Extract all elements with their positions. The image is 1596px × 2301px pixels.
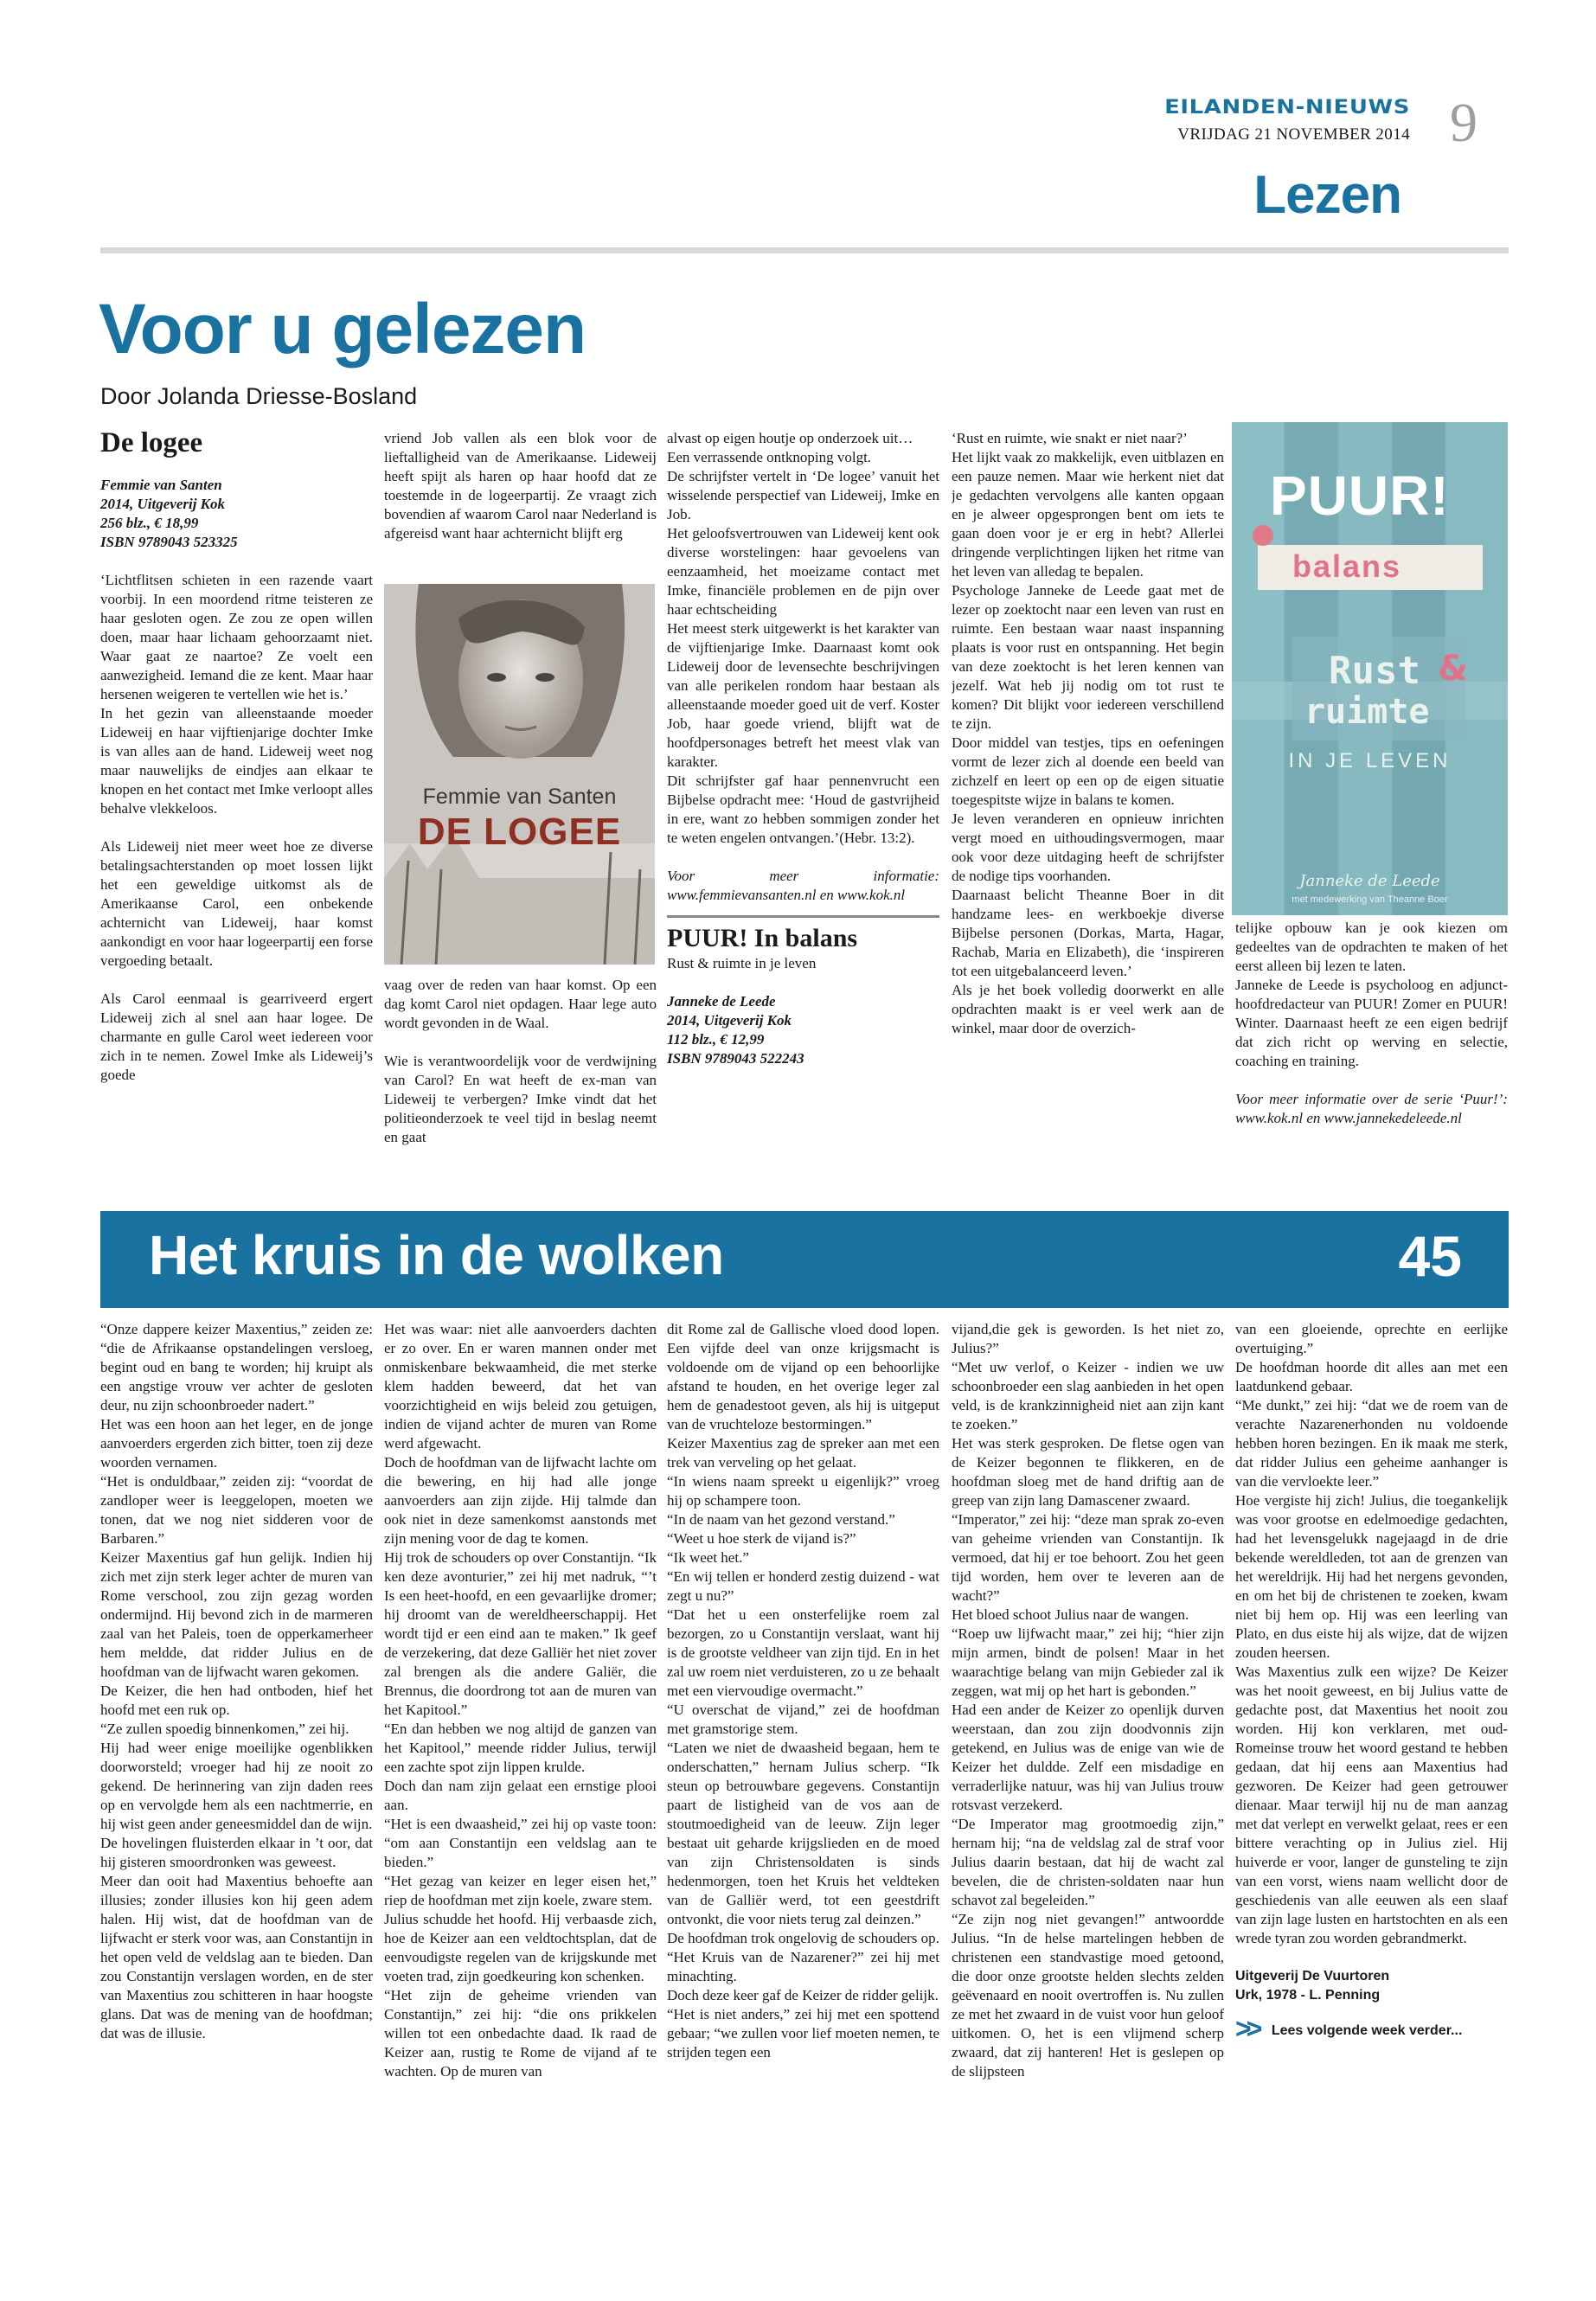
story-paragraph: “Roep uw lijfwacht maar,” zei hij; “hier zijn mijn armen, bindt de polsen! Maar in het waarachtige belang van mijn Gebieder zal ik zeggen, wat mij op het hart is gebonden.” <box>952 1625 1224 1699</box>
story-paragraph: vijand,die gek is geworden. Is het niet zo, Julius?” <box>952 1321 1224 1356</box>
story-paragraph: Doch de hoofdman van de lijfwacht lachte om die bewering, en hij had alle jonge aanvoerders aan zijn zijde. Hij talmde dan ook niet in deze samenkomst aanstonds met zijn mening voor de dag te komen. <box>384 1454 657 1547</box>
article-paragraph: In het gezin van alleenstaande moeder Lideweij en haar vijftienjarige dochter Imke is van alles aan de hand. Lideweij weet nog maar nauwelijks de eindjes aan elkaar te knopen en het contact met Imke verloopt alles behalve vlekkeloos. <box>100 705 373 817</box>
book-meta-line: 2014, Uitgeverij Kok <box>100 496 226 512</box>
serial-column-5 <box>1235 1320 1508 2280</box>
story-paragraph: “Ze zullen spoedig binnenkomen,” zei hij. <box>100 1721 349 1737</box>
double-chevron-right-icon: >> <box>1235 2013 1258 2044</box>
story-paragraph: “Dat het u een onsterfelijke roem zal bezorgen, zo u Constantijn verslaat, want hij is de grootste veldheer van zijn tijd. En in het zal uw roem niet verduisteren, zo u ze behaalt met een viervoudige overmacht.” <box>667 1606 939 1699</box>
story-paragraph: “Het is een dwaasheid,” zei hij op vaste toon: “om aan Constantijn een veldslag aan te bieden.” <box>384 1816 657 1870</box>
serial-publisher-place: Urk, 1978 - L. Penning <box>1235 1988 1381 2003</box>
story-paragraph: Was Maxentius zulk een wijze? De Keizer was het nooit geweest, en bij Julius vatte de gedachte post, dat Maxentius het nooit zou worden. Hij kon verklaren, met oud-Romeinse trouw het woord gestand te hebben gedaan, dat hij eens aan Maxentius had gezworen. De Keizer had geen getrouwer dienaar. Maar terwijl hij nu de man aanzag met dat verlept en verwelkt gelaat, rees er een bittere verachting op in Julius ziel. Hij huiverde er voor, langer de gunsteling te zijn van een vorst, wiens naam wellicht door de geschiedenis van alle eeuwen als een slaaf van zijn lage lusten en hartstochten en als een wrede tyran zou worden gebrandmerkt. <box>1235 1663 1508 1946</box>
article-paragraph: Psychologe Janneke de Leede gaat met de lezer op zoektocht naar een leven van rust en ruimte. Een bestaan waar naast inspanning plaats is voor rust en ontspanning. Het begin van deze zoektocht is het leren kennen van jezelf. Wat heb jij nodig om tot rust te komen? Dit blijkt voor iedereen verschillend te zijn. <box>952 582 1224 732</box>
article-paragraph: Je leven veranderen en opnieuw inrichten vergt moed en uithoudingsvermogen, maar ook voor deze uitdaging heeft de schrijfster de nodige tips voorhanden. <box>952 811 1224 884</box>
story-paragraph: De hovelingen fluisterden elkaar in ’t oor, dat hij gisteren smoordronken was geweest. <box>100 1835 373 1870</box>
article-headline: Voor u gelezen <box>99 290 586 369</box>
story-paragraph: “Met uw verlof, o Keizer - indien we uw schoonbroeder een slag aanbieden in het open veld, is de krankzinnigheid niet aan zijn kant te zoeken.” <box>952 1359 1224 1433</box>
review-column-3 <box>667 429 939 1182</box>
book-cover-puur <box>1232 422 1508 915</box>
review-column-2-continued <box>384 976 657 1183</box>
serial-column-3 <box>667 1320 939 2280</box>
story-paragraph: dit Rome zal de Gallische vloed dood lopen. Een vijfde deel van onze krijgsmacht is voldoende om de vijand op een behoorlijke afstand te houden, en het overige leger zal hem de genadestoot geven, als hij is uitgeput van de vruchteloze bestormingen.” <box>667 1321 939 1433</box>
article-paragraph: Dit schrijfster gaf haar pennenvrucht een Bijbelse opdracht mee: ‘Houd de gastvrijheid in ere, want zo hebben sommigen zonder het te weten engelen ontvangen.’(Hebr. 13:2). <box>667 772 939 846</box>
article-divider <box>667 915 939 918</box>
book-title-puur: PUUR! In balans <box>667 924 858 952</box>
cover-author: Femmie van Santen <box>422 785 617 809</box>
story-paragraph: “In wiens naam spreekt u eigenlijk?” vroeg hij op schampere toon. <box>667 1473 939 1509</box>
story-paragraph: Had een ander de Keizer zo openlijk durven weerstaan, dan zou zijn doodvonnis zijn getekend, en Julius was de enige van wie de Keizer het duldde. Zelf een misdadige en verraderlijke natuur, was hij van Julius trouw rotsvast verzekerd. <box>952 1702 1224 1813</box>
story-paragraph: Het was waar: niet alle aanvoerders dachten er zo over. En er waren mannen onder met onmiskenbare bekwaamheid, die met sterke klem hadden beweerd, dat het van voorzichtigheid en wijs beleid zou getuigen, indien de vijand achter de muren van Rome werd afgewacht. <box>384 1321 657 1452</box>
article-paragraph: Het geloofsvertrouwen van Lideweij kent ook diverse worstelingen: haar gevoelens van eenzaamheid, het moeizame contact met Imke, financiële problemen en de pijn over haar echtscheiding <box>667 525 939 618</box>
story-paragraph: De hoofdman hoorde dit alles aan met een laatdunkend gebaar. <box>1235 1359 1508 1394</box>
story-paragraph: Meer dan ooit had Maxentius behoefte aan illusies; zonder illusies kon hij geen adem halen. Hij wist, dat de hoofdman van de lijfwacht er sterk voor was, aan Constantijn in het open veld de veldslag aan te bieden. Dan zou Constantijn verslagen worden, en de ster van Maxentius zou schitteren in haar hoogste glans. Dat was de mening van de hoofdman; dat was de illusie. <box>100 1873 373 2041</box>
story-paragraph: “Het zijn de geheime vrienden van Constantijn,” zei hij: “die ons prikkelen willen tot een onbedachte daad. Ik raad de Keizer aan, rustig te Rome de vijand af te wachten. Op de muren van <box>384 1987 657 2080</box>
article-paragraph: vaag over de reden van haar komst. Op een dag komt Carol niet opdagen. Haar lege auto wordt gevonden in de Waal. <box>384 977 657 1031</box>
story-paragraph: van een gloeiende, oprechte en eerlijke overtuiging.” <box>1235 1321 1508 1356</box>
story-paragraph: Hoe vergiste hij zich! Julius, die toegankelijk was voor grootse en edelmoedige gedachten, had het levensgelukk nagejaagd in de drie bekende wereldleden, tot aan de grenzen van het wereldrijk. Hij had het nergens gevonden, en om het bij de christenen te zoeken, kwam niet bij hem op. Hij was een leerling van Plato, en dus eiste hij als wijze, dat de wijzen zouden heersen. <box>1235 1492 1508 1661</box>
story-paragraph: Keizer Maxentius gaf hun gelijk. Indien hij zich met zijn sterk leger achter de muren van Rome verschool, zou zijn gezag worden ondermijnd. Hij bevond zich in de marmeren zaal van het Paleis, toen de opperkamerheer hem meldde, dat ridder Julius en de hoofdman van de lijfwacht waren gekomen. <box>100 1549 373 1680</box>
section-title: Lezen <box>1253 165 1401 225</box>
article-paragraph: Als Lideweij niet meer weet hoe ze diverse betalingsachterstanden op moet lossen lijkt het een geweldige uitkomst als de Amerikaanse Carol, een onbekende achternicht van Lideweij, haar komst aankondigt en voor haar logeerpartij een forse vergoeding betaalt. <box>100 838 373 969</box>
cover-word-rust: Rust <box>1329 649 1420 693</box>
story-paragraph: “U overschat de vijand,” zei de hoofdman met gramstorige stem. <box>667 1702 939 1737</box>
cover-word-ruimte: ruimte <box>1304 692 1430 732</box>
article-paragraph: Door middel van testjes, tips en oefeningen vormt de lezer zich al doende een beeld van zichzelf en leert op een op de eigen situatie toegespitste wijze in balans te komen. <box>952 734 1224 808</box>
more-info-link: Voor meer informatie over de serie ‘Puur!’: www.kok.nl en www.jannekedeleede.nl <box>1235 1091 1508 1126</box>
article-paragraph: Als je het boek volledig doorwerkt en alle opdrachten maakt is er veel werk aan de winkel, maar door de overzich- <box>952 982 1224 1036</box>
cover-author: Janneke de Leede <box>1299 872 1440 890</box>
book-meta-line: 256 blz., € 18,99 <box>100 515 199 531</box>
story-paragraph: “En wij tellen er honderd zestig duizend - wat zegt u nu?” <box>667 1568 939 1604</box>
story-paragraph: De Keizer, die hen had ontboden, hief het hoofd met een ruk op. <box>100 1682 373 1718</box>
read-next-week <box>1235 2013 1508 2044</box>
book-cover-de-logee <box>384 584 655 965</box>
review-column-5 <box>1235 919 1508 1187</box>
read-next-week-label: Lees volgende week verder... <box>1271 2023 1463 2038</box>
article-paragraph: Daarnaast belicht Theanne Boer in dit handzame lees- en werkboekje diverse Bijbelse personen (Dorkas, Marta, Hagar, Rachab, Maria en Elizabeth), die ‘inspireren tot een uitgebalanceerd leven.’ <box>952 887 1224 979</box>
article-paragraph: alvast op eigen houtje op onderzoek uit… <box>667 430 913 446</box>
issue-date: VRIJDAG 21 NOVEMBER 2014 <box>1177 125 1410 144</box>
story-paragraph: Hij trok de schouders op over Constantijn. “Ik ken deze avonturier,” zei hij met nadruk, “’t Is een heet-hoofd, en een gevaarlijke dromer; hij droomt van de wereldheerschappij. Het wordt tijd er een eind aan te maken.” Ik geef de verzekering, dat deze Galliër het niet zover zal brengen als die andere Galiër, die Brennus, die doordrong tot aan de muren van het Kapitool.” <box>384 1549 657 1718</box>
story-paragraph: “Me dunkt,” zei hij: “dat we de roem van de verachte Nazarenerhonden nu voldoende hebben horen bezingen. En ik maak me sterk, dat ridder Julius een geheime aanhanger is van die vervloekte leer.” <box>1235 1397 1508 1490</box>
cover-tagline: IN JE LEVEN <box>1288 749 1452 772</box>
newspaper-logo: EILANDEN-NIEUWS <box>1164 97 1410 119</box>
article-paragraph: De schrijfster vertelt in ‘De logee’ vanuit het wisselende perspectief van Lideweij, Imke en Job. <box>667 468 939 522</box>
book-meta-line: ISBN 9789043 523325 <box>100 534 238 550</box>
article-paragraph: vriend Job vallen als een blok voor de lieftalligheid van de Amerikaanse. Lideweij heeft spijt als haren op haar hoofd dat ze toestemde in de logeerpartij. Ze vraagt zich bovendien af waarom Carol naar Nederland is afgereisd want haar achternicht blijft erg <box>384 430 657 542</box>
story-paragraph: “Het Kruis van de Nazarener?” zei hij met minachting. <box>667 1949 939 1984</box>
serial-episode-number: 45 <box>1398 1224 1462 1288</box>
article-paragraph: ‘Lichtflitsen schieten in een razende vaart voorbij. In een moordend ritme teisteren ze haar gesloten ogen. Ze zou ze open willen doen, maar haar lichaam gehoorzaamt niet. Waar gaat ze naartoe? Ze voelt een aanwezigheid. Iemand die ze kent. Maar haar hersenen weigeren te vertellen wie het is.’ <box>100 572 373 702</box>
story-paragraph: “De Imperator mag grootmoedig zijn,” hernam hij; “na de veldslag zal de straf voor Julius daarin bestaan, dat hij de wacht zal bevelen, die de christen-soldaten naar hun schavot zal begeleiden.” <box>952 1816 1224 1908</box>
review-column-4 <box>952 429 1224 1182</box>
book-title-de-logee: De logee <box>100 427 203 458</box>
serial-column-4 <box>952 1320 1224 2280</box>
story-paragraph: “Imperator,” zei hij: “deze man sprak zo-even van geheime vrienden van Constantijn. Ik vermoed, dat hij er toe behoort. Zou het geen tijd worden, hem over te leveren aan de wacht?” <box>952 1511 1224 1604</box>
story-paragraph: Het was een hoon aan het leger, en de jonge aanvoerders ergerden zich bitter, toen zij deze woorden vernamen. <box>100 1416 373 1471</box>
book-meta-line: 112 blz., € 12,99 <box>667 1031 765 1048</box>
review-column-1 <box>100 426 373 1178</box>
serial-column-2 <box>384 1320 657 2280</box>
story-paragraph: Julius schudde het hoofd. Hij verbaasde zich, hoe de Keizer aan een veldtochtsplan, dat de eenvoudigste regelen van de krijgskunde met voeten trad, zijn goedkeuring kon schenken. <box>384 1911 657 1984</box>
story-paragraph: “Weet u hoe sterk de vijand is?” <box>667 1530 856 1547</box>
story-paragraph: “En dan hebben we nog altijd de ganzen van het Kapitool,” meende ridder Julius, terwijl een zachte spot zijn lippen krulde. <box>384 1721 657 1775</box>
story-paragraph: “In de naam van het gezond verstand.” <box>667 1511 895 1528</box>
article-paragraph: Als Carol eenmaal is gearriveerd ergert Lideweij zich al snel aan haar logee. De charmante en gulle Carol weet iedereen voor zich in te nemen. Zowel Imke als Lideweij’s goede <box>100 990 373 1083</box>
article-paragraph: Een verrassende ontknoping volgt. <box>667 449 872 465</box>
article-paragraph: Het lijkt vaak zo makkelijk, even uitblazen en een pauze nemen. Maar wie herkent niet dat je gedachten vervolgens alle kanten opgaan en je alweer opgesprongen bent om iets te gaan doen voor je er erg in hebt? Allerlei dringende verplichtingen lijken het ritme van het leven van alledag te bepalen. <box>952 449 1224 580</box>
header-divider <box>100 247 1509 253</box>
story-paragraph: “Laten we niet de dwaasheid begaan, hem te onderschatten,” hernam Julius scherp. “Ik steun op betrouwbare gegevens. Constantijn paart de listigheid van de vos aan de stoutmoedigheid van de leeuw. Zijn leger bestaat uit geharde krijgslieden en de moed van zijn Christensoldaten is sinds hedenmorgen, toen het Kruis het veldteken van de Galliër werd, tot een geestdrift ontvonkt, die voor niets terug zal deinzen.” <box>667 1740 939 1927</box>
story-paragraph: “Het gezag van keizer en leger eisen het,” riep de hoofdman met zijn koele, zware stem. <box>384 1873 657 1908</box>
cover-series: balans <box>1292 548 1402 584</box>
story-paragraph: Keizer Maxentius zag de spreker aan met een trek van verveling op het gelaat. <box>667 1435 939 1471</box>
story-paragraph: Hij had weer enige moeilijke ogenblikken doorworsteld; vroeger had hij ze nooit zo gekend. De herinnering van zijn daden rees op en vervolgde hem als een nachtmerrie, en hij wist geen ander geneesmiddel dan de wijn. <box>100 1740 373 1832</box>
cover-portrait-illustration <box>384 584 655 965</box>
story-paragraph: De hoofdman trok ongelovig de schouders op. <box>667 1930 939 1946</box>
serial-banner <box>100 1211 1509 1308</box>
article-paragraph: Wie is verantwoordelijk voor de verdwijning van Carol? En wat heeft de ex-man van Lideweij te verbergen? Imke vindt dat het politieonderzoek te veel tijd in beslag neemt en gaat <box>384 1053 657 1145</box>
article-paragraph: Janneke de Leede is psycholoog en adjunct-hoofdredacteur van PUUR! Zomer en PUUR! Winter. Daarnaast heeft ze een eigen bedrijf dat zich richt op werving en selectie, coaching en training. <box>1235 977 1508 1069</box>
story-paragraph: Doch dan nam zijn gelaat een ernstige plooi aan. <box>384 1778 657 1813</box>
serial-column-1 <box>100 1320 373 2280</box>
masthead <box>1159 97 1410 144</box>
book-meta-line: Janneke de Leede <box>667 993 776 1009</box>
more-info-link: Voor meer informatie: www.femmievansanten.nl en www.kok.nl <box>667 868 939 903</box>
article-paragraph: telijke opbouw kan je ook kiezen om gedeeltes van de opdrachten te maken of het eerst alleen bij lezen te laten. <box>1235 920 1508 974</box>
story-paragraph: “Het is onduldbaar,” zeiden zij: “voordat de zandloper weer is leeggelopen, moeten we tonen, dat we nog niet sidderen voor de Barbaren.” <box>100 1473 373 1547</box>
book-meta-line: Femmie van Santen <box>100 477 222 493</box>
cover-credit: met medewerking van Theanne Boer <box>1292 894 1448 905</box>
story-paragraph: Het was sterk gesproken. De fletse ogen van de Keizer begonnen te flikkeren, en de hoofdman sloeg met de hand driftig aan de greep van zijn lang Damascener zwaard. <box>952 1435 1224 1509</box>
story-paragraph: “Onze dappere keizer Maxentius,” zeiden ze: “die de Afrikaanse opstandelingen versloeg, begint oud en bang te worden; hij kruipt als een angstige vrouw ver achter de gesloten deur, nu zijn schoonbroeder nadert.” <box>100 1321 373 1413</box>
cover-ampersand: & <box>1438 649 1468 689</box>
article-byline: Door Jolanda Driesse-Bosland <box>100 383 418 409</box>
review-column-2 <box>384 429 657 567</box>
story-paragraph: “Ik weet het.” <box>667 1549 749 1566</box>
cover-title: DE LOGEE <box>417 811 622 853</box>
article-paragraph: ‘Rust en ruimte, wie snakt er niet naar?’ <box>952 430 1188 446</box>
serial-title: Het kruis in de wolken <box>149 1224 724 1286</box>
page-number: 9 <box>1450 92 1477 153</box>
story-paragraph: “Ze zijn nog niet gevangen!” antwoordde Julius. “In de helse martelingen hebben de christenen een standvastige moed getoond, die door onze grootste helden slechts zelden geëvenaard en nooit overtroffen is. Nu zullen ze met het zwaard in de vuist voor hun geloof uitkomen. O, het is een vlijmend scherp zwaard, dat zij hanteren! Het is geslepen op de slijpsteen <box>952 1911 1224 2080</box>
serial-publisher: Uitgeverij De Vuurtoren <box>1235 1969 1390 1984</box>
book-meta-line: 2014, Uitgeverij Kok <box>667 1012 792 1029</box>
cover-brand: PUUR! <box>1270 465 1450 527</box>
book-subtitle: Rust & ruimte in je leven <box>667 955 817 971</box>
article-paragraph: Het meest sterk uitgewerkt is het karakter van de vijftienjarige Imke. Daarnaast komt ook Lideweij door de levensechte beschrijvingen van alle perikelen rondom haar bestaan als alleenstaande moeder goed uit de verf. Koster Job, haar goede vriend, blijft wat de hoofdpersonages betreft het meest vlak van karakter. <box>667 620 939 770</box>
story-paragraph: “Het is niet anders,” zei hij met een spottend gebaar; “we zullen voor lief moeten nemen, te strijden tegen een <box>667 2006 939 2061</box>
story-paragraph: Doch deze keer gaf de Keizer de ridder gelijk. <box>667 1987 939 2003</box>
story-paragraph: Het bloed schoot Julius naar de wangen. <box>952 1606 1189 1623</box>
book-meta-line: ISBN 9789043 522243 <box>667 1050 804 1067</box>
